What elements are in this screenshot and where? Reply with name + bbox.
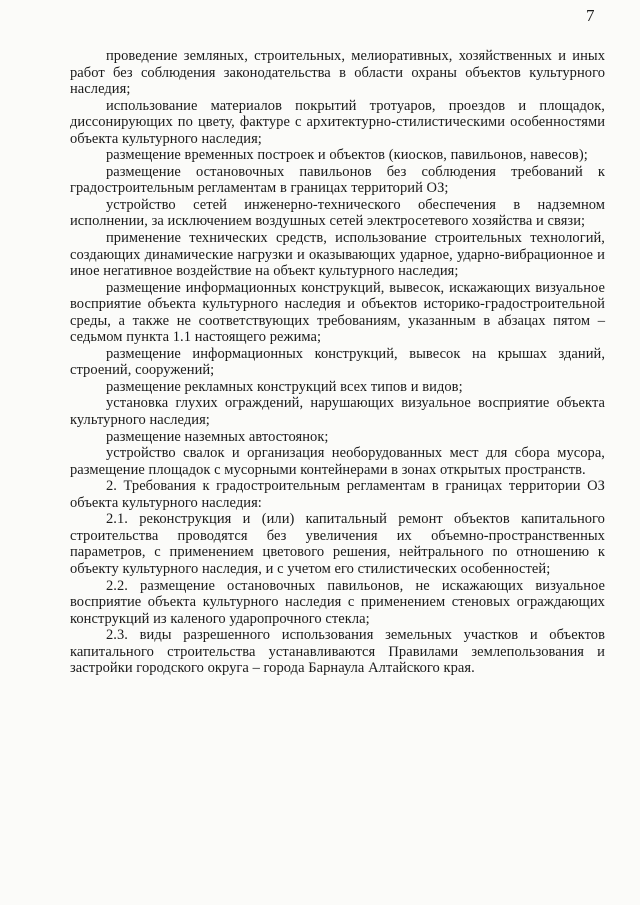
page-number: 7 <box>586 6 595 25</box>
document-body <box>70 48 605 677</box>
paragraph-7: размещение информационных конструкций, вывесок, искажающих визуальное восприятие объекта культурного наследия и объектов историко-градостроительной среды, а также не соответствующих требованиям, указанным в абзацах пятом – седьмом пункта 1.1 настоящего режима; <box>70 279 605 346</box>
paragraph-3: размещение временных построек и объектов (киосков, павильонов, навесов); <box>106 147 588 164</box>
paragraph-9: размещение рекламных конструкций всех типов и видов; <box>106 378 463 395</box>
clause-2-2: 2.2. размещение остановочных павильонов, не искажающих визуальное восприятие объекта культурного наследия с применением стеновых ограждающих конструкций из каленого ударопрочного стекла; <box>70 577 605 627</box>
paragraph-8: размещение информационных конструкций, вывесок на крышах зданий, строений, сооружений; <box>70 345 605 379</box>
clause-2-1: 2.1. реконструкция и (или) капитальный ремонт объектов капитального строительства проводятся без увеличения их объемно-пространственных параметров, с применением цветового решения, нейтрального по отношению к объекту культурного наследия, и с учетом его стилистических особенностей; <box>70 511 605 577</box>
paragraph-12: устройство свалок и организация необорудованных мест для сбора мусора, размещение площадок с мусорными контейнерами в зонах открытых пространств. <box>70 445 605 478</box>
section-heading-2: 2. Требования к градостроительным регламентам в границах территории ОЗ объекта культурного наследия: <box>70 478 605 511</box>
paragraph-10: установка глухих ограждений, нарушающих визуальное восприятие объекта культурного наследия; <box>70 395 605 429</box>
paragraph-6: применение технических средств, использование строительных технологий, создающих динамические нагрузки и оказывающих ударное, ударно-вибрационное и иное негативное воздействие на объект культурного наследия; <box>70 230 605 280</box>
paragraph-4: размещение остановочных павильонов без соблюдения требований к градостроительным регламентам в границах территорий ОЗ; <box>70 163 605 197</box>
paragraph-5: устройство сетей инженерно-технического обеспечения в надземном исполнении, за исключением воздушных сетей электросетевого хозяйства и связи; <box>70 196 605 230</box>
paragraph-1: проведение земляных, строительных, мелиоративных, хозяйственных и иных работ без соблюдения законодательства в области охраны объектов культурного наследия; <box>70 48 605 98</box>
paragraph-2: использование материалов покрытий тротуаров, проездов и площадок, диссонирующих по цвету, фактуре с архитектурно-стилистическими особенностями объекта культурного наследия; <box>70 97 605 147</box>
clause-2-3: 2.3. виды разрешенного использования земельных участков и объектов капитального строительства устанавливаются Правилами землепользования и застройки городского округа – города Барнаула Алтайского края. <box>70 627 605 677</box>
paragraph-11: размещение наземных автостоянок; <box>106 428 329 445</box>
